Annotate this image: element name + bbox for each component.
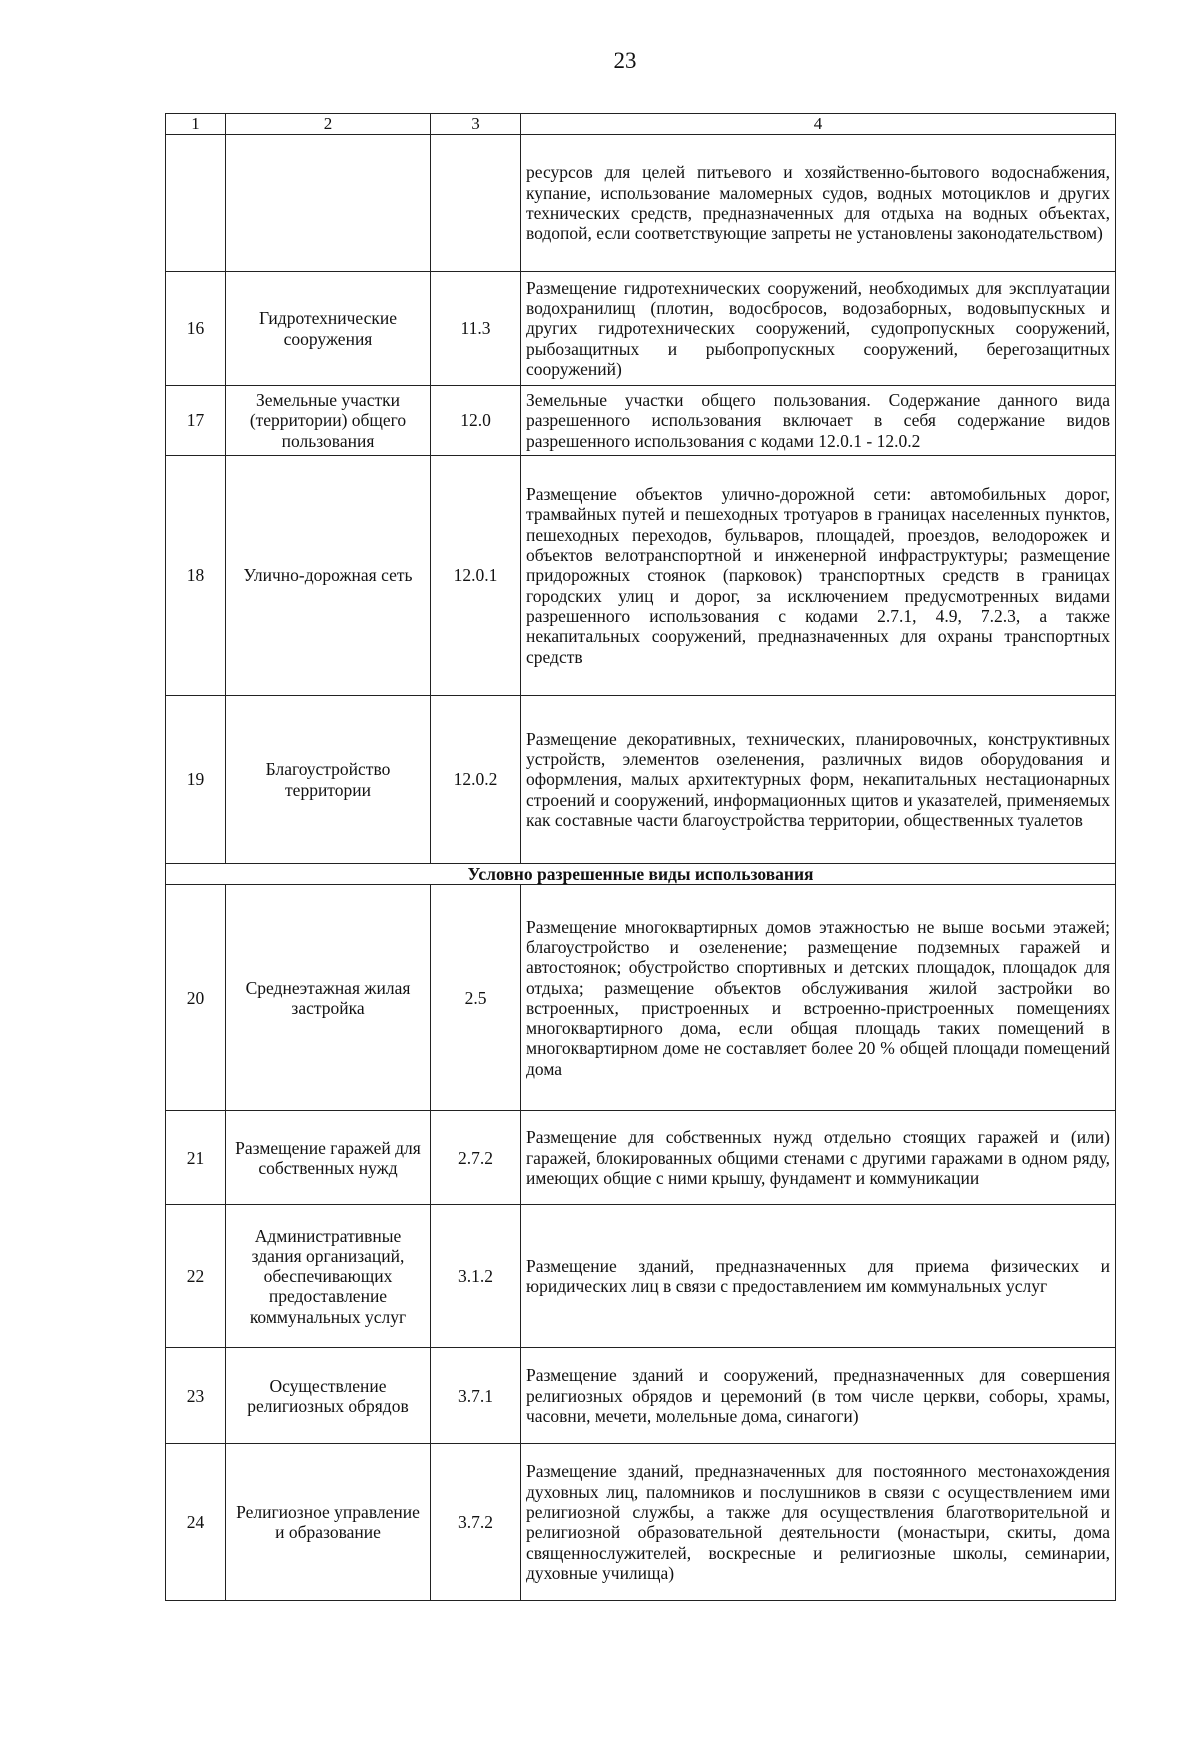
use-code: 12.0	[431, 386, 521, 456]
table-row	[166, 1111, 1116, 1205]
row-number: 16	[166, 272, 226, 386]
header-col-2: 2	[226, 114, 431, 135]
use-description: Размещение гидротехнических сооружений, необходимых для эксплуатации водохранилищ (плотин, водосбросов, водозаборных, водовыпускных и других гидротехнических сооружений, судопропускных сооружений, рыбозащитных и рыбопропускных сооружений, берегозащитных сооружений)	[521, 272, 1116, 386]
row-number: 22	[166, 1205, 226, 1348]
table-row	[166, 272, 1116, 386]
use-description: Размещение зданий и сооружений, предназначенных для совершения религиозных обрядов и церемоний (в том числе церкви, соборы, храмы, часовни, мечети, молельные дома, синагоги)	[521, 1348, 1116, 1444]
row-number: 19	[166, 696, 226, 864]
use-code: 2.7.2	[431, 1111, 521, 1205]
use-description: Размещение декоративных, технических, планировочных, конструктивных устройств, элементов озеленения, различных видов оборудования и оформления, малых архитектурных форм, некапитальных нестационарных строений и сооружений, информационных щитов и указателей, применяемых как составные части благоустройства территории, общественных туалетов	[521, 696, 1116, 864]
use-name	[226, 135, 431, 272]
row-number: 18	[166, 456, 226, 696]
section-row	[166, 864, 1116, 885]
table-row	[166, 696, 1116, 864]
table-row	[166, 1205, 1116, 1348]
row-number: 20	[166, 885, 226, 1111]
use-description: ресурсов для целей питьевого и хозяйственно-бытового водоснабжения, купание, использование маломерных судов, водных мотоциклов и других технических средств, предназначенных для отдыха на водных объектах, водопой, если соответствующие запреты не установлены законодательством)	[521, 135, 1116, 272]
use-name: Улично-дорожная сеть	[226, 456, 431, 696]
row-number: 23	[166, 1348, 226, 1444]
use-name: Благоустройство территории	[226, 696, 431, 864]
table-row	[166, 1348, 1116, 1444]
use-code: 2.5	[431, 885, 521, 1111]
use-code: 3.1.2	[431, 1205, 521, 1348]
use-name: Религиозное управление и образование	[226, 1444, 431, 1601]
use-code: 3.7.1	[431, 1348, 521, 1444]
use-description: Размещение для собственных нужд отдельно стоящих гаражей и (или) гаражей, блокированных общими стенами с другими гаражами в одном ряду, имеющих общие с ними крышу, фундамент и коммуникации	[521, 1111, 1116, 1205]
table-row	[166, 456, 1116, 696]
row-number: 24	[166, 1444, 226, 1601]
header-col-1: 1	[166, 114, 226, 135]
use-description: Размещение многоквартирных домов этажностью не выше восьми этажей; благоустройство и озеленение; размещение подземных гаражей и автостоянок; обустройство спортивных и детских площадок, площадок для отдыха; размещение объектов обслуживания жилой застройки во встроенных, пристроенных и встроенно-пристроенных помещениях многоквартирного дома, если общая площадь таких помещений в многоквартирном доме не составляет более 20 % общей площади помещений дома	[521, 885, 1116, 1111]
use-code: 3.7.2	[431, 1444, 521, 1601]
use-description: Размещение зданий, предназначенных для постоянного местонахождения духовных лиц, паломников и послушников в связи с осуществлением ими религиозной службы, а также для осуществления благотворительной и религиозной образовательной деятельности (монастыри, скиты, дома священнослужителей, воскресные и религиозные школы, семинарии, духовные училища)	[521, 1444, 1116, 1601]
use-name: Гидротехнические сооружения	[226, 272, 431, 386]
section-title: Условно разрешенные виды использования	[166, 864, 1116, 885]
page-number: 23	[613, 48, 637, 73]
table-row	[166, 135, 1116, 272]
table-body-main	[166, 114, 1116, 1601]
row-number	[166, 135, 226, 272]
use-code	[431, 135, 521, 272]
use-name: Земельные участки (территории) общего пользования	[226, 386, 431, 456]
use-code: 12.0.2	[431, 696, 521, 864]
table-header-row	[166, 114, 1116, 135]
row-number: 17	[166, 386, 226, 456]
use-name: Осуществление религиозных обрядов	[226, 1348, 431, 1444]
use-name: Среднеэтажная жилая застройка	[226, 885, 431, 1111]
row-number: 21	[166, 1111, 226, 1205]
use-code: 12.0.1	[431, 456, 521, 696]
header-col-4: 4	[521, 114, 1116, 135]
use-description: Размещение зданий, предназначенных для приема физических и юридических лиц в связи с предоставлением им коммунальных услуг	[521, 1205, 1116, 1348]
use-description: Размещение объектов улично-дорожной сети: автомобильных дорог, трамвайных путей и пешеходных тротуаров в границах населенных пунктов, пешеходных переходов, бульваров, площадей, проездов, велодорожек и объектов велотранспортной и инженерной инфраструктуры; размещение придорожных стоянок (парковок) транспортных средств в границах городских улиц и дорог, за исключением предусмотренных видами разрешенного использования с кодами 2.7.1, 4.9, 7.2.3, а также некапитальных сооружений, предназначенных для охраны транспортных средств	[521, 456, 1116, 696]
use-description: Земельные участки общего пользования. Содержание данного вида разрешенного использования включает в себя содержание видов разрешенного использования с кодами 12.0.1 - 12.0.2	[521, 386, 1116, 456]
header-col-3: 3	[431, 114, 521, 135]
land-use-table	[165, 113, 1116, 1601]
table-row	[166, 1444, 1116, 1601]
table-row	[166, 386, 1116, 456]
table-row	[166, 885, 1116, 1111]
use-name: Размещение гаражей для собственных нужд	[226, 1111, 431, 1205]
use-code: 11.3	[431, 272, 521, 386]
use-name: Административные здания организаций, обеспечивающих предоставление коммунальных услуг	[226, 1205, 431, 1348]
